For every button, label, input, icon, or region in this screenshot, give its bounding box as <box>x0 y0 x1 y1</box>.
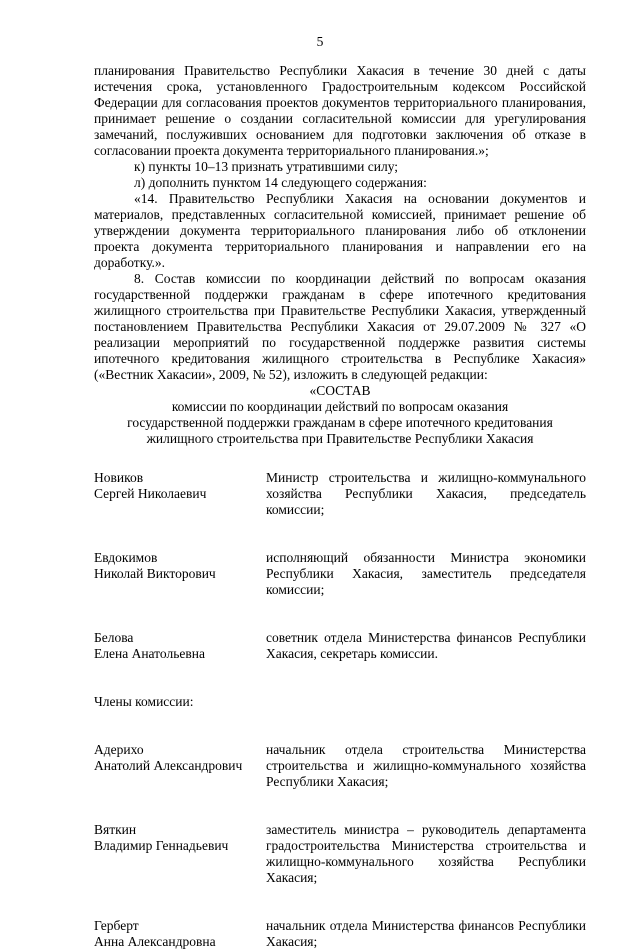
member-name <box>94 470 266 518</box>
paragraph-item-k: к) пункты 10–13 признать утратившими силу; <box>134 159 399 174</box>
member-role: начальник отдела строительства Министерства строительства и жилищно-коммунального хозяйства Республики Хакасия; <box>266 742 586 789</box>
member-surname: Белова <box>94 630 134 645</box>
member-given-names: Елена Анатольевна <box>94 646 205 661</box>
member-given-names: Сергей Николаевич <box>94 486 207 501</box>
list-item <box>94 742 586 790</box>
list-item <box>94 470 586 518</box>
composition-title <box>94 383 586 447</box>
member-role: Министр строительства и жилищно-коммунального хозяйства Республики Хакасия, председатель комиссии; <box>266 470 586 517</box>
member-name <box>94 550 266 598</box>
composition-line-1: комиссии по координации действий по вопросам оказания <box>171 399 509 414</box>
member-surname: Евдокимов <box>94 550 158 565</box>
commission-list <box>94 470 586 950</box>
list-item <box>94 550 586 598</box>
member-role: советник отдела Министерства финансов Республики Хакасия, секретарь комиссии. <box>266 630 586 661</box>
member-surname: Вяткин <box>94 822 137 837</box>
member-given-names: Анна Александровна <box>94 934 216 949</box>
composition-line-2: государственной поддержки гражданам в сфере ипотечного кредитования <box>127 415 553 430</box>
list-item <box>94 630 586 662</box>
list-item <box>94 822 586 886</box>
member-name <box>94 822 266 886</box>
member-given-names: Николай Викторович <box>94 566 216 581</box>
member-given-names: Владимир Геннадьевич <box>94 838 229 853</box>
member-surname: Новиков <box>94 470 144 485</box>
member-surname: Герберт <box>94 918 139 933</box>
paragraph-item-l: л) дополнить пунктом 14 следующего содержания: <box>134 175 427 190</box>
member-name <box>94 742 266 790</box>
document-body <box>94 63 586 383</box>
list-item <box>94 918 586 950</box>
member-name <box>94 630 266 662</box>
page-number: 5 <box>316 34 324 49</box>
member-surname: Адерихо <box>94 742 144 757</box>
paragraph-continuation: планирования Правительство Республики Хакасия в течение 30 дней с даты истечения срока, установленного Градостроительным кодексом Российской Федерации для согласования проектов документов территориального планирования, принимает решение о создании согласительной комиссии для урегулирования замечаний, послуживших основанием для подготовки заключения об отказе в согласовании проекта документа территориального планирования.»; <box>94 63 586 158</box>
member-role: начальник отдела Министерства финансов Республики Хакасия; <box>266 918 586 949</box>
composition-heading: «СОСТАВ <box>309 383 371 398</box>
composition-line-3: жилищного строительства при Правительстве Республики Хакасия <box>146 431 534 446</box>
members-label: Члены комиссии: <box>94 694 194 709</box>
member-name <box>94 918 266 950</box>
paragraph-point-8: 8. Состав комиссии по координации действий по вопросам оказания государственной поддержки гражданам в сфере ипотечного кредитования жилищного строительства при Правительстве Республики Хакасия, утвержденный постановлением Правительства Республики Хакасия от 29.07.2009 № 327 «О реализации мероприятий по государственной поддержке развития системы ипотечного кредитования жилищного строительства в Республике Хакасия» («Вестник Хакасии», 2009, № 52), изложить в следующей редакции: <box>94 271 586 382</box>
member-role: исполняющий обязанности Министра экономики Республики Хакасия, заместитель председателя комиссии; <box>266 550 586 597</box>
paragraph-point-14: «14. Правительство Республики Хакасия на основании документов и материалов, представленных согласительной комиссией, принимает решение об утверждении документа территориального планирования либо об отклонении проекта документа территориального планирования и направлении его на доработку.». <box>94 191 586 270</box>
member-role: заместитель министра – руководитель департамента градостроительства Министерства строительства и жилищно-коммунального хозяйства Республики Хакасия; <box>266 822 586 885</box>
member-given-names: Анатолий Александрович <box>94 758 243 773</box>
